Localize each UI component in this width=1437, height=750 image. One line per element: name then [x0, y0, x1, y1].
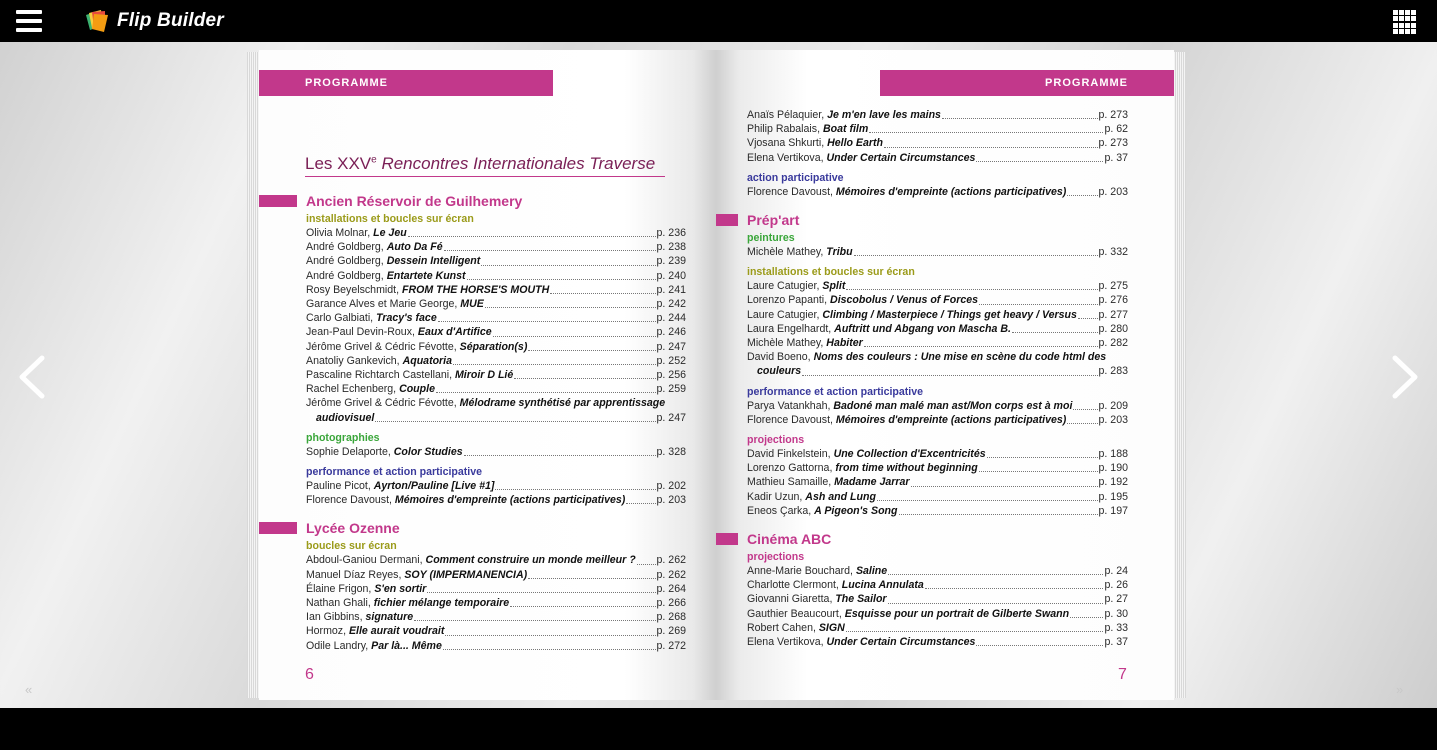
list-item: Elena Vertikova, Under Certain Circumstances p. 37 [747, 636, 1128, 649]
list-item: Lorenzo Papanti, Discobolus / Venus of Forces p. 276 [747, 294, 1128, 307]
list-item: Jérôme Grivel & Cédric Févotte, Mélodrame synthétisé par apprentissage [306, 397, 666, 410]
list-item: Florence Davoust, Mémoires d'empreinte (actions participatives) p. 203 [306, 494, 686, 507]
list-item: Lorenzo Gattorna, from time without beginning p. 190 [747, 462, 1128, 475]
list-item: Olivia Molnar, Le Jeu p. 236 [306, 227, 686, 239]
list-item: Florence Davoust, Mémoires d'empreinte (actions participatives) p. 203 [747, 185, 1128, 198]
page-number: 6 [305, 666, 314, 683]
list-item: Manuel Díaz Reyes, SOY (IMPERMANENCIA) p. 262 [306, 568, 686, 581]
list-item: Jean-Paul Devin-Roux, Eaux d'Artifice p. 246 [306, 326, 686, 339]
category-label: photographies [306, 431, 380, 444]
category-label: installations et boucles sur écran [306, 213, 474, 225]
category-label: performance et action participative [306, 466, 483, 479]
prev-page-arrow-icon[interactable] [12, 352, 52, 402]
flipbook [247, 50, 1187, 700]
list-item: André Goldberg, Auto Da Fé p. 238 [306, 241, 686, 254]
list-item: Robert Cahen, SIGN p. 33 [747, 621, 1128, 634]
category-label: projections [747, 434, 805, 447]
right-page[interactable] [716, 50, 1174, 700]
list-item: Pauline Picot, Ayrton/Pauline [Live #1] p. 202 [306, 480, 686, 493]
page-stack-right [1174, 52, 1186, 698]
list-item: Elena Vertikova, Under Certain Circumstances p. 37 [747, 151, 1128, 164]
category-label: performance et action participative [747, 385, 924, 398]
list-item: Kadir Uzun, Ash and Lung p. 195 [747, 490, 1128, 503]
list-item: Sophie Delaporte, Color Studies p. 328 [306, 445, 686, 458]
list-item: Giovanni Giaretta, The Sailor p. 27 [747, 593, 1128, 606]
category-label: action participative [747, 171, 844, 184]
grid-thumbnails-icon[interactable] [1393, 10, 1417, 34]
bottom-toolbar [0, 708, 1437, 750]
list-item: Michèle Mathey, Habiter p. 282 [747, 337, 1128, 350]
category-label: projections [747, 551, 805, 564]
section-title: Ancien Réservoir de Guilhemery [306, 192, 686, 210]
list-item: Laura Engelhardt, Auftritt und Abgang von Mascha B. p. 280 [747, 322, 1128, 335]
list-item: André Goldberg, Dessein Intelligent p. 239 [306, 255, 686, 268]
left-page[interactable] [259, 50, 716, 700]
list-item: Florence Davoust, Mémoires d'empreinte (actions participatives) p. 203 [747, 413, 1128, 426]
list-item: Anne-Marie Bouchard, Saline p. 24 [747, 565, 1128, 578]
list-item: Charlotte Clermont, Lucina Annulata p. 26 [747, 579, 1128, 592]
list-item: Eneos Çarka, A Pigeon's Song p. 197 [747, 504, 1128, 517]
list-item: Gauthier Beaucourt, Esquisse pour un portrait de Gilberte Swann p. 30 [747, 607, 1128, 620]
double-chevron-left-icon[interactable]: « [25, 682, 33, 697]
list-item: Odile Landry, Par là... Même p. 272 [306, 639, 686, 652]
list-item-continued: couleurs p. 283 [757, 365, 1128, 378]
list-item: Garance Alves et Marie George, MUE p. 242 [306, 298, 686, 311]
list-item: Rosy Beyelschmidt, FROM THE HORSE'S MOUTH p. 241 [306, 283, 686, 296]
page-title: Les XXVe Rencontres Internationales Traverse [305, 154, 665, 177]
hamburger-menu-icon[interactable] [16, 10, 42, 32]
page-number: 7 [1118, 666, 1127, 683]
section-title: Lycée Ozenne [306, 519, 686, 537]
list-item: André Goldberg, Entartete Kunst p. 240 [306, 269, 686, 282]
flip-builder-logo-icon [82, 6, 112, 36]
list-item: Pascaline Richtarch Castellani, Miroir D Lié p. 256 [306, 369, 686, 382]
list-item: Michèle Mathey, Tribu p. 332 [747, 246, 1128, 259]
right-page-content [747, 108, 1128, 649]
section-title: Prép'art [747, 211, 1128, 229]
double-chevron-right-icon[interactable]: » [1396, 682, 1404, 697]
list-item: Vjosana Shkurti, Hello Earth p. 273 [747, 137, 1128, 150]
list-item: Mathieu Samaille, Madame Jarrar p. 192 [747, 476, 1128, 489]
top-bar [0, 0, 1437, 42]
page-header-tag: PROGRAMME [259, 70, 553, 96]
list-item: Laure Catugier, Climbing / Masterpiece / Things get heavy / Versus p. 277 [747, 308, 1128, 321]
list-item: Anaïs Pélaquier, Je m'en lave les mains p. 273 [747, 109, 1128, 121]
list-item: Hormoz, Elle aurait voudrait p. 269 [306, 625, 686, 638]
list-item: Philip Rabalais, Boat film p. 62 [747, 123, 1128, 136]
next-page-arrow-icon[interactable] [1385, 352, 1425, 402]
category-label: peintures [747, 232, 795, 245]
list-item-continued: audiovisuel p. 247 [316, 411, 686, 424]
list-item: Parya Vatankhah, Badoné man malé man ast/Mon corps est à moi p. 209 [747, 399, 1128, 412]
page-stack-left [247, 52, 259, 698]
list-item: David Finkelstein, Une Collection d'Excentricités p. 188 [747, 448, 1128, 461]
list-item: Laure Catugier, Split p. 275 [747, 280, 1128, 293]
left-page-content [306, 184, 686, 653]
list-item: Anatoliy Gankevich, Aquatoria p. 252 [306, 354, 686, 367]
list-item: Ian Gibbins, signature p. 268 [306, 611, 686, 624]
app-title: Flip Builder [117, 10, 224, 31]
section-title: Cinéma ABC [747, 530, 1128, 548]
list-item: Nathan Ghali, fichier mélange temporaire p. 266 [306, 597, 686, 610]
list-item: Jérôme Grivel & Cédric Févotte, Séparation(s) p. 247 [306, 340, 686, 353]
page-header-tag: PROGRAMME [880, 70, 1174, 96]
list-item: David Boeno, Noms des couleurs : Une mise en scène du code html des [747, 351, 1107, 364]
category-label: installations et boucles sur écran [747, 266, 915, 279]
list-item: Rachel Echenberg, Couple p. 259 [306, 383, 686, 396]
list-item: Abdoul-Ganiou Dermani, Comment construire un monde meilleur ? p. 262 [306, 554, 686, 567]
list-item: Carlo Galbiati, Tracy's face p. 244 [306, 312, 686, 325]
category-label: boucles sur écran [306, 540, 397, 553]
list-item: Élaine Frigon, S'en sortir p. 264 [306, 582, 686, 595]
